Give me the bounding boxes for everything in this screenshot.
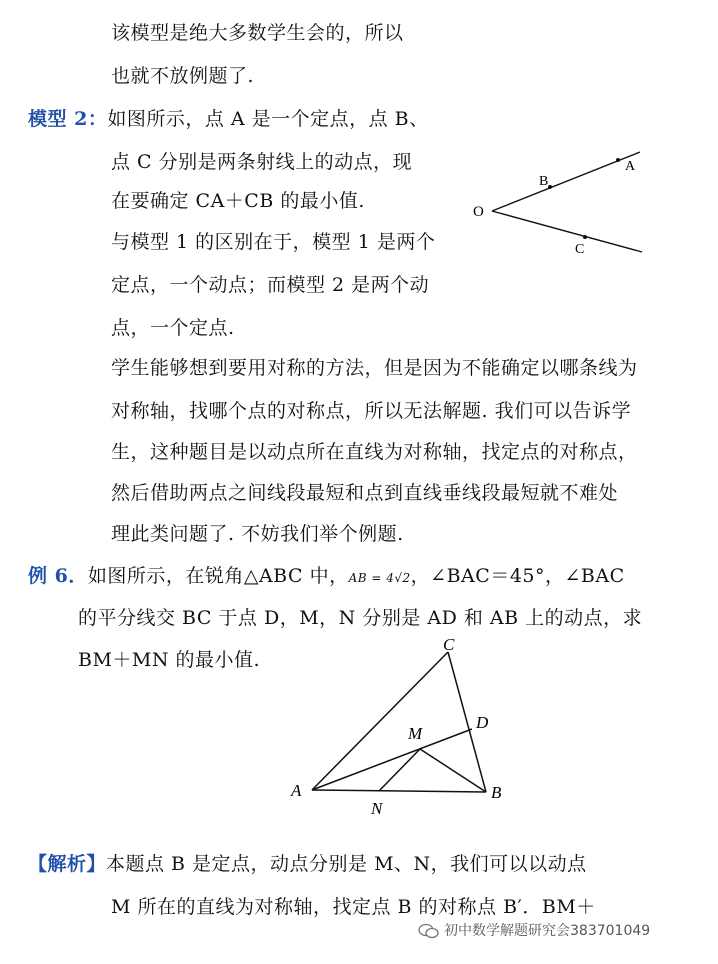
point-a bbox=[616, 158, 620, 162]
label-o: O bbox=[473, 204, 484, 220]
example6-line-1a: 如图所示，在锐角△ABC 中， bbox=[87, 565, 349, 587]
model2-line-4: 与模型 1 的区别在于，模型 1 是两个 bbox=[111, 231, 436, 253]
triangle-figure bbox=[285, 630, 525, 825]
label-b: B bbox=[539, 174, 549, 189]
model2-line-1: 如图所示，点 A 是一个定点，点 B、 bbox=[107, 108, 429, 130]
lower-ray bbox=[492, 211, 642, 252]
example6-line-2: 的平分线交 BC 于点 D，M，N 分别是 AD 和 AB 上的动点，求 bbox=[78, 607, 643, 629]
label-c: C bbox=[575, 242, 585, 257]
analysis-line-1: 本题点 B 是定点，动点分别是 M、N，我们可以以动点 bbox=[106, 853, 587, 875]
label-n: N bbox=[371, 799, 383, 818]
model2-line-5: 定点，一个动点；而模型 2 是两个动 bbox=[111, 274, 430, 296]
watermark bbox=[418, 920, 650, 940]
intro-line-2: 也就不放例题了. bbox=[111, 65, 255, 87]
model2-label: 模型 2： bbox=[28, 108, 108, 130]
point-b bbox=[548, 185, 552, 189]
model2-line-2: 点 C 分别是两条射线上的动点，现 bbox=[111, 151, 413, 173]
label-m: M bbox=[408, 724, 423, 743]
label-a: A bbox=[291, 781, 302, 800]
segment-mn bbox=[379, 749, 420, 791]
wechat-icon bbox=[418, 923, 440, 939]
label-b: B bbox=[491, 783, 502, 802]
label-d: D bbox=[476, 713, 489, 732]
side-ab bbox=[312, 790, 486, 792]
example6-math-ab: AB = 4√2 bbox=[348, 571, 411, 585]
bisector-ad bbox=[312, 729, 472, 790]
model2-line-3: 在要确定 CA＋CB 的最小值. bbox=[111, 190, 365, 212]
watermark-text: 初中数学解题研究会383701049 bbox=[444, 923, 651, 939]
label-c: C bbox=[443, 635, 455, 654]
analysis-first-line bbox=[28, 852, 587, 876]
example6-line-3: BM＋MN 的最小值. bbox=[78, 649, 261, 671]
side-ac bbox=[312, 652, 448, 790]
model2-line-6: 点，一个定点. bbox=[111, 317, 235, 339]
example6-first-line bbox=[28, 564, 625, 590]
label-a: A bbox=[625, 159, 636, 174]
example6-line-1b: ，∠BAC＝45°，∠BAC bbox=[410, 565, 625, 587]
model2-line-9: 生，这种题目是以动点所在直线为对称轴，找定点的对称点， bbox=[111, 441, 638, 463]
model2-line-7: 学生能够想到要用对称的方法，但是因为不能确定以哪条线为 bbox=[111, 357, 638, 379]
angle-rays-figure bbox=[470, 145, 650, 260]
model2-line-8: 对称轴，找哪个点的对称点，所以无法解题. 我们可以告诉学 bbox=[111, 400, 632, 422]
analysis-label: 【解析】 bbox=[28, 853, 107, 875]
model2-first-line bbox=[28, 107, 429, 131]
example6-label: 例 6． bbox=[28, 565, 88, 587]
model2-line-10: 然后借助两点之间线段最短和点到直线垂线段最短就不难处 bbox=[111, 482, 619, 504]
analysis-line-2: M 所在的直线为对称轴，找定点 B 的对称点 B′．BM＋ bbox=[111, 896, 596, 918]
intro-line-1: 该模型是绝大多数学生会的，所以 bbox=[111, 22, 404, 44]
point-c bbox=[583, 235, 587, 239]
model2-line-11: 理此类问题了. 不妨我们举个例题. bbox=[111, 523, 404, 545]
